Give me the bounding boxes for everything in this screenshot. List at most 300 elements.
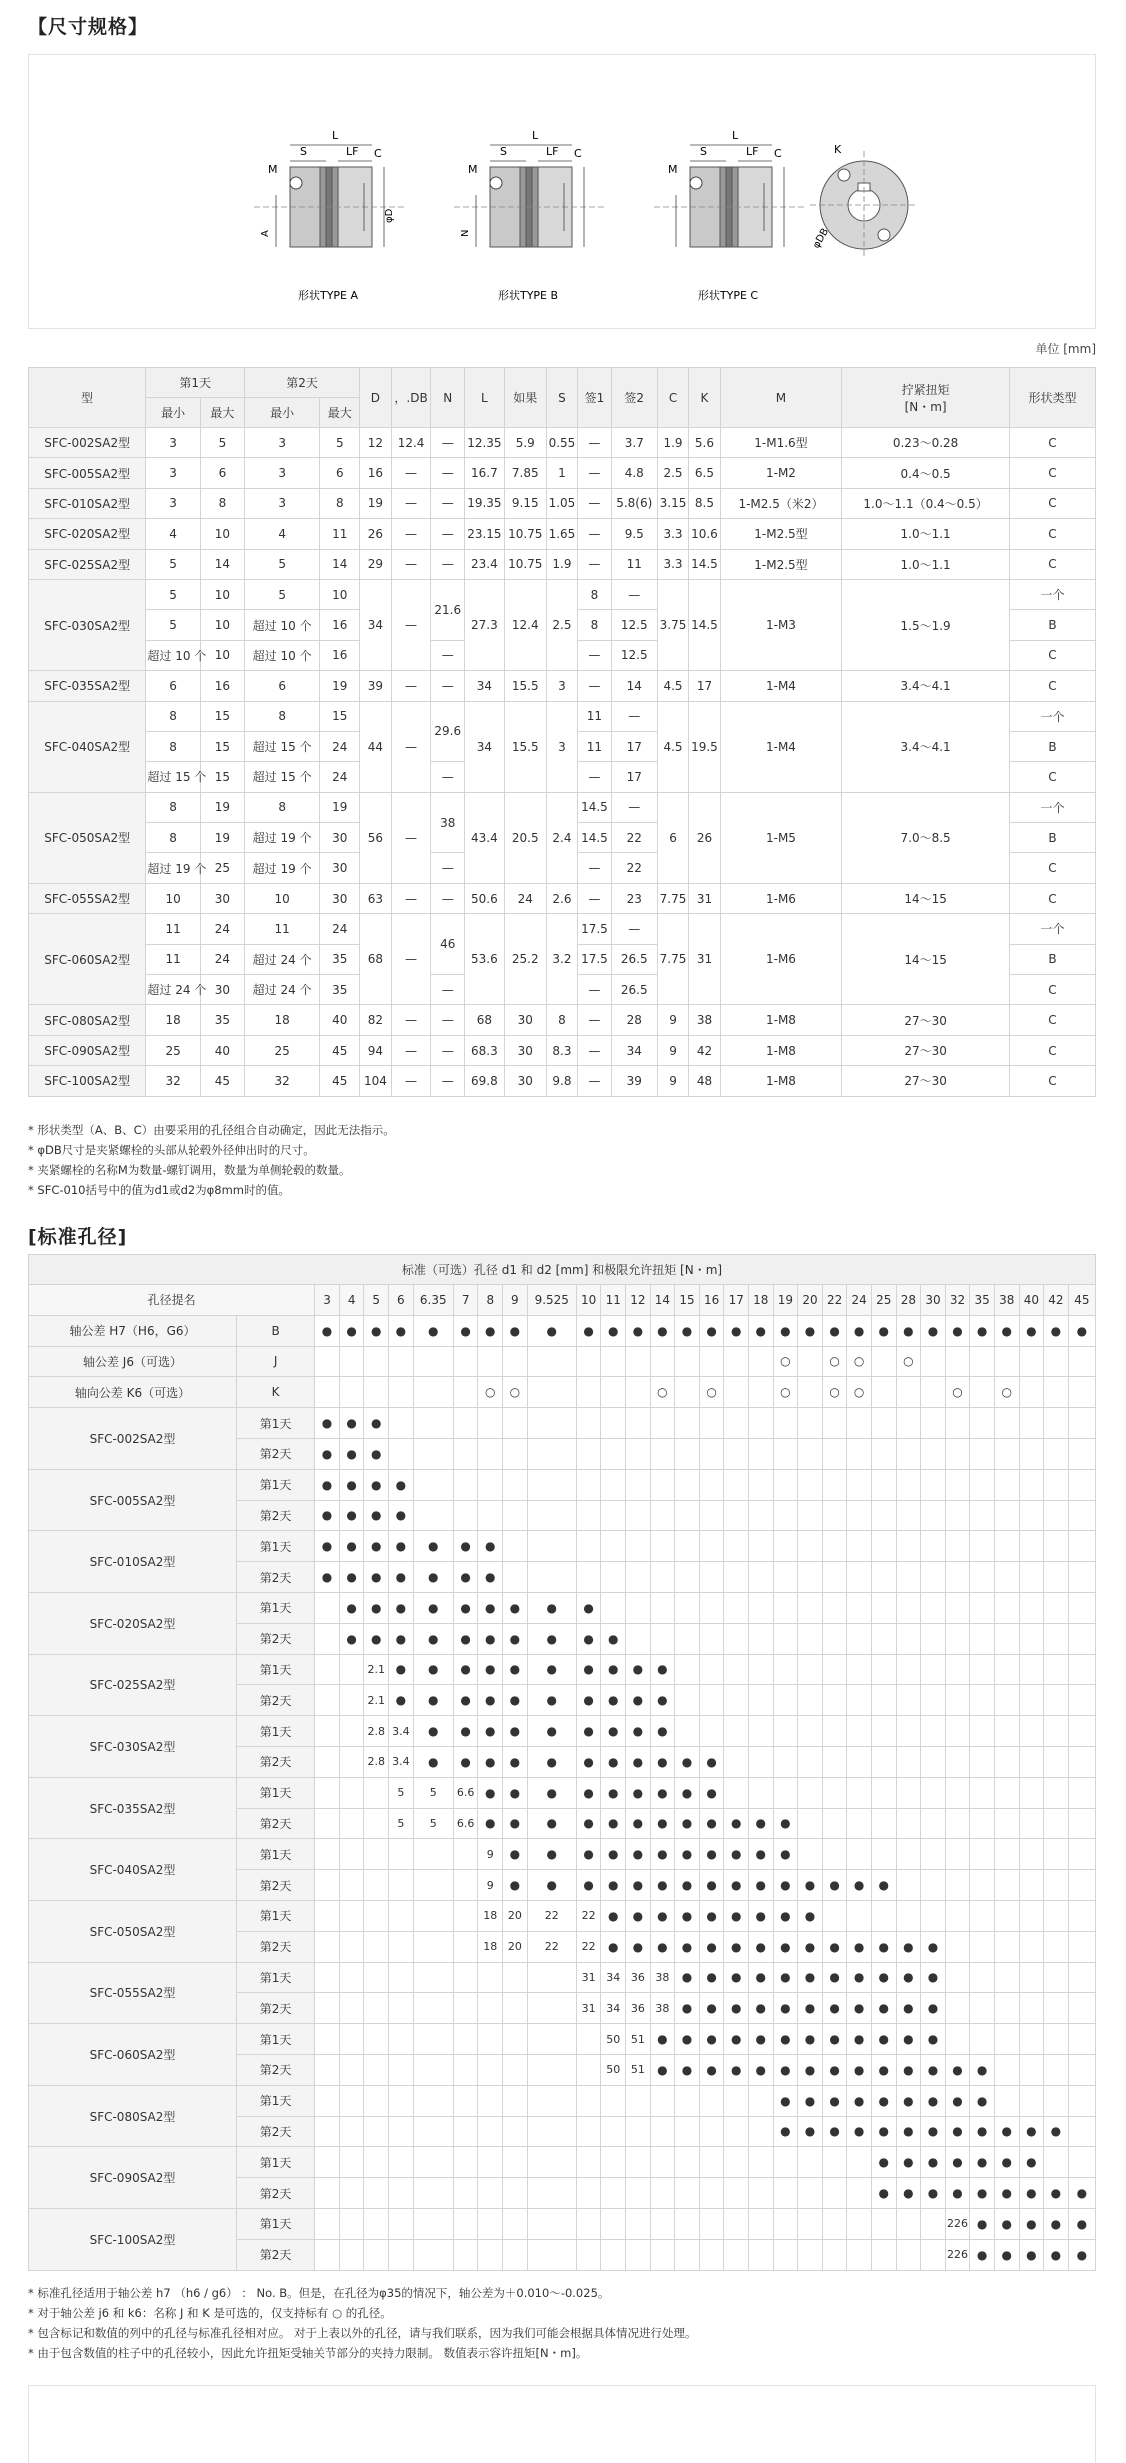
bore-mark bbox=[503, 1469, 528, 1500]
dim-cell-torque: 7.0～8.5 bbox=[842, 792, 1010, 883]
shape-cell: C bbox=[1009, 883, 1095, 913]
dim-cell-N: — bbox=[431, 671, 465, 701]
bore-range-cell: 24 bbox=[200, 914, 244, 944]
dim-cell-N: 46 bbox=[431, 914, 465, 975]
bore-mark bbox=[773, 1562, 798, 1593]
bore-mark bbox=[339, 1654, 364, 1685]
bore-side-label: 第2天 bbox=[236, 1808, 314, 1839]
dim-label-DB: φDB bbox=[811, 226, 832, 251]
shape-cell: 一个 bbox=[1009, 701, 1095, 731]
bore-mark bbox=[1019, 1962, 1044, 1993]
bore-mark bbox=[970, 1962, 995, 1993]
bore-mark: ● bbox=[921, 1993, 946, 2024]
bore-mark: 38 bbox=[650, 1962, 675, 1993]
bore-mark bbox=[749, 2085, 774, 2116]
bore-mark: ● bbox=[478, 1623, 503, 1654]
bore-mark: ● bbox=[626, 1685, 651, 1716]
dim-cell-A1: 17.5 bbox=[578, 944, 612, 974]
spec-row bbox=[29, 488, 1096, 518]
bore-mark bbox=[724, 1531, 749, 1562]
bore-mark bbox=[945, 1592, 970, 1623]
bore-mark: ● bbox=[822, 2085, 847, 2116]
bore-range-cell: 6 bbox=[244, 671, 319, 701]
bore-mark bbox=[1068, 1808, 1095, 1839]
bore-mark: 34 bbox=[601, 1993, 626, 2024]
bore-mark bbox=[871, 1716, 896, 1747]
bore-mark: ● bbox=[871, 1993, 896, 2024]
tolerance-mark bbox=[798, 1377, 823, 1408]
bore-mark bbox=[389, 2178, 414, 2209]
bore-mark bbox=[339, 1716, 364, 1747]
bore-mark: 9 bbox=[478, 1870, 503, 1901]
bore-mark bbox=[527, 1962, 576, 1993]
dim-label-LF: LF bbox=[346, 145, 359, 158]
bore-mark bbox=[945, 1685, 970, 1716]
tolerance-mark bbox=[527, 1377, 576, 1408]
bore-range-cell: 30 bbox=[320, 823, 360, 853]
bore-mark bbox=[773, 1592, 798, 1623]
bore-mark bbox=[847, 1777, 872, 1808]
bore-mark bbox=[364, 2024, 389, 2055]
dim-cell-K: 8.5 bbox=[689, 488, 720, 518]
bore-mark bbox=[699, 2178, 724, 2209]
bore-mark bbox=[896, 1716, 921, 1747]
bore-mark bbox=[1019, 1438, 1044, 1469]
bore-mark bbox=[364, 1931, 389, 1962]
dim-cell-LL: 7.85 bbox=[504, 458, 546, 488]
tolerance-mark: ● bbox=[773, 1315, 798, 1346]
bore-mark bbox=[994, 1408, 1019, 1439]
bore-mark bbox=[724, 1469, 749, 1500]
dim-cell-DB: — bbox=[391, 549, 431, 579]
bore-mark bbox=[1068, 1592, 1095, 1623]
bore-mark bbox=[527, 1408, 576, 1439]
bore-mark: ● bbox=[364, 1562, 389, 1593]
bore-mark bbox=[724, 2208, 749, 2239]
bore-side-label: 第1天 bbox=[236, 2147, 314, 2178]
bore-mark: ● bbox=[724, 1993, 749, 2024]
bore-mark: ● bbox=[798, 1993, 823, 2024]
bore-mark bbox=[970, 1777, 995, 1808]
bore-mark bbox=[749, 1777, 774, 1808]
bore-mark bbox=[871, 2208, 896, 2239]
bore-mark bbox=[970, 1746, 995, 1777]
bore-mark bbox=[945, 1777, 970, 1808]
bore-mark bbox=[576, 2208, 601, 2239]
bore-mark: 36 bbox=[626, 1962, 651, 1993]
bore-mark bbox=[527, 2116, 576, 2147]
bore-mark bbox=[749, 2239, 774, 2270]
bore-mark bbox=[724, 1746, 749, 1777]
bore-mark: ● bbox=[389, 1562, 414, 1593]
bore-mark bbox=[798, 1469, 823, 1500]
bore-mark bbox=[871, 1562, 896, 1593]
bore-range-cell: 3 bbox=[146, 428, 201, 458]
bore-model-row bbox=[29, 1900, 1096, 1931]
spec-row bbox=[29, 458, 1096, 488]
bore-range-cell: 6 bbox=[146, 671, 201, 701]
bore-mark: ● bbox=[364, 1500, 389, 1531]
bore-mark bbox=[1044, 1777, 1069, 1808]
shape-cell: C bbox=[1009, 975, 1095, 1005]
bore-mark bbox=[847, 1500, 872, 1531]
dim-cell-M: 1-M3 bbox=[720, 579, 842, 670]
bore-mark bbox=[453, 1500, 478, 1531]
dim-label-S: S bbox=[500, 145, 507, 158]
bore-mark bbox=[724, 1685, 749, 1716]
dim-cell-K: 31 bbox=[689, 883, 720, 913]
bore-mark bbox=[1068, 1623, 1095, 1654]
bore-mark bbox=[896, 1808, 921, 1839]
bore-mark: ● bbox=[650, 2054, 675, 2085]
shape-cell: B bbox=[1009, 610, 1095, 640]
dim-cell-A2: 17 bbox=[611, 731, 657, 761]
bore-mark: 34 bbox=[601, 1962, 626, 1993]
bore-mark bbox=[626, 1469, 651, 1500]
dim-cell-DB: — bbox=[391, 1005, 431, 1035]
bore-mark bbox=[896, 1746, 921, 1777]
col-header-N: N bbox=[431, 368, 465, 428]
tolerance-mark: ● bbox=[364, 1315, 389, 1346]
dim-label-L: L bbox=[732, 129, 739, 142]
bore-mark: 22 bbox=[576, 1900, 601, 1931]
bore-mark bbox=[1044, 1408, 1069, 1439]
bore-mark: 50 bbox=[601, 2054, 626, 2085]
bore-mark bbox=[503, 2239, 528, 2270]
bore-mark: ● bbox=[601, 1654, 626, 1685]
bore-mark bbox=[994, 1531, 1019, 1562]
bore-mark bbox=[798, 1777, 823, 1808]
bore-side-label: 第2天 bbox=[236, 1438, 314, 1469]
bore-mark bbox=[626, 1623, 651, 1654]
bore-mark bbox=[675, 1469, 700, 1500]
bore-mark: ● bbox=[478, 1685, 503, 1716]
bore-mark bbox=[970, 2024, 995, 2055]
tolerance-mark bbox=[871, 1346, 896, 1377]
model-cell: SFC-002SA2型 bbox=[29, 428, 146, 458]
bore-mark bbox=[527, 2147, 576, 2178]
bore-mark bbox=[970, 1408, 995, 1439]
bore-mark bbox=[1019, 1993, 1044, 2024]
bore-mark: ● bbox=[527, 1870, 576, 1901]
bore-mark bbox=[389, 1839, 414, 1870]
bore-model-name: SFC-040SA2型 bbox=[29, 1839, 237, 1901]
bore-size-header: 38 bbox=[994, 1285, 1019, 1316]
tolerance-mark bbox=[413, 1377, 453, 1408]
dim-cell-DB: — bbox=[391, 1066, 431, 1096]
bore-mark bbox=[364, 1993, 389, 2024]
tolerance-mark bbox=[364, 1346, 389, 1377]
dim-cell-D: 94 bbox=[360, 1035, 391, 1065]
tolerance-mark: ○ bbox=[945, 1377, 970, 1408]
bore-mark bbox=[413, 1900, 453, 1931]
bore-side-label: 第2天 bbox=[236, 1562, 314, 1593]
bore-mark bbox=[576, 1562, 601, 1593]
coupling-drawings bbox=[29, 55, 1095, 328]
tolerance-mark: ● bbox=[921, 1315, 946, 1346]
bore-mark bbox=[601, 1592, 626, 1623]
bore-mark: ● bbox=[601, 1870, 626, 1901]
bore-mark bbox=[749, 1623, 774, 1654]
bore-model-name: SFC-100SA2型 bbox=[29, 2208, 237, 2270]
bore-mark bbox=[994, 2024, 1019, 2055]
bore-range-cell: 3 bbox=[244, 428, 319, 458]
dim-cell-M: 1-M2.5（米2） bbox=[720, 488, 842, 518]
tolerance-mark bbox=[478, 1346, 503, 1377]
bore-side-label: 第1天 bbox=[236, 1716, 314, 1747]
bore-mark bbox=[1019, 1654, 1044, 1685]
spec-row bbox=[29, 1005, 1096, 1035]
tolerance-row bbox=[29, 1377, 1096, 1408]
tolerance-mark bbox=[601, 1377, 626, 1408]
bore-mark: ● bbox=[773, 1839, 798, 1870]
tolerance-mark: ● bbox=[315, 1315, 340, 1346]
model-cell: SFC-030SA2型 bbox=[29, 579, 146, 670]
figure-caption-type-c: 形状TYPE C bbox=[697, 289, 759, 302]
dim-label-C: C bbox=[374, 147, 382, 160]
dim-cell-N: — bbox=[431, 975, 465, 1005]
bore-mark bbox=[970, 1562, 995, 1593]
bore-mark: 5 bbox=[413, 1777, 453, 1808]
bore-mark bbox=[749, 2116, 774, 2147]
bore-mark bbox=[773, 1623, 798, 1654]
bore-mark bbox=[945, 1870, 970, 1901]
dim-cell-A1: — bbox=[578, 488, 612, 518]
col-header-A2: 签2 bbox=[611, 368, 657, 428]
bore-size-header: 9.525 bbox=[527, 1285, 576, 1316]
bore-size-header: 24 bbox=[847, 1285, 872, 1316]
model-cell: SFC-090SA2型 bbox=[29, 1035, 146, 1065]
bore-mark: ● bbox=[650, 2024, 675, 2055]
bore-mark bbox=[389, 1408, 414, 1439]
bore-mark bbox=[699, 2085, 724, 2116]
bore-mark bbox=[1019, 2024, 1044, 2055]
bore-model-name: SFC-030SA2型 bbox=[29, 1716, 237, 1778]
bore-mark bbox=[1019, 1562, 1044, 1593]
bore-mark bbox=[626, 1408, 651, 1439]
bore-size-header: 9 bbox=[503, 1285, 528, 1316]
shape-cell: C bbox=[1009, 519, 1095, 549]
bore-mark bbox=[699, 1654, 724, 1685]
bore-mark: ● bbox=[389, 1685, 414, 1716]
bore-mark bbox=[576, 2239, 601, 2270]
bore-mark bbox=[773, 1500, 798, 1531]
dim-cell-LL: 20.5 bbox=[504, 792, 546, 883]
dim-cell-A2: 12.5 bbox=[611, 640, 657, 670]
spec-row bbox=[29, 671, 1096, 701]
bore-mark: ● bbox=[773, 1931, 798, 1962]
bore-mark: ● bbox=[896, 1962, 921, 1993]
bore-mark bbox=[798, 2147, 823, 2178]
col-header-L: L bbox=[464, 368, 504, 428]
bore-mark bbox=[675, 1408, 700, 1439]
bore-mark: ● bbox=[847, 1962, 872, 1993]
bore-mark bbox=[822, 1900, 847, 1931]
bore-mark bbox=[896, 2208, 921, 2239]
bore-mark: 51 bbox=[626, 2024, 651, 2055]
bore-mark bbox=[970, 1716, 995, 1747]
bore-mark bbox=[601, 1562, 626, 1593]
bore-mark bbox=[364, 2116, 389, 2147]
bore-mark bbox=[413, 2147, 453, 2178]
bore-mark bbox=[945, 1839, 970, 1870]
bore-mark bbox=[339, 1870, 364, 1901]
bore-mark bbox=[699, 1408, 724, 1439]
bore-mark: 50 bbox=[601, 2024, 626, 2055]
bore-mark bbox=[994, 2085, 1019, 2116]
col-header-side2-max: 最大 bbox=[320, 398, 360, 428]
bore-mark: ● bbox=[413, 1685, 453, 1716]
bore-mark bbox=[896, 1562, 921, 1593]
bore-mark bbox=[389, 2024, 414, 2055]
bore-mark bbox=[527, 2178, 576, 2209]
bore-mark bbox=[503, 1531, 528, 1562]
bore-mark bbox=[994, 1900, 1019, 1931]
bore-mark bbox=[1068, 1962, 1095, 1993]
dim-cell-torque: 14～15 bbox=[842, 883, 1010, 913]
bore-mark bbox=[871, 1623, 896, 1654]
dim-cell-N: 38 bbox=[431, 792, 465, 853]
bore-mark bbox=[413, 1408, 453, 1439]
bore-mark: ● bbox=[896, 2024, 921, 2055]
bore-mark bbox=[339, 1839, 364, 1870]
bore-mark bbox=[339, 1808, 364, 1839]
bore-mark: ● bbox=[970, 2239, 995, 2270]
bore-mark bbox=[798, 1500, 823, 1531]
bore-mark bbox=[847, 2147, 872, 2178]
bore-mark: ● bbox=[389, 1623, 414, 1654]
tolerance-mark: ● bbox=[970, 1315, 995, 1346]
bore-mark: ● bbox=[503, 1839, 528, 1870]
bore-mark: ● bbox=[453, 1716, 478, 1747]
bore-mark bbox=[576, 2024, 601, 2055]
bore-mark: ● bbox=[773, 1808, 798, 1839]
bore-range-cell: 14 bbox=[320, 549, 360, 579]
bore-range-cell: 10 bbox=[200, 519, 244, 549]
dim-cell-C: 4.5 bbox=[657, 671, 688, 701]
dim-cell-torque: 1.0～1.1（0.4～0.5） bbox=[842, 488, 1010, 518]
bore-mark: ● bbox=[896, 2178, 921, 2209]
bore-mark bbox=[675, 1623, 700, 1654]
bore-mark bbox=[773, 2239, 798, 2270]
bore-mark: ● bbox=[970, 2147, 995, 2178]
bore-mark bbox=[699, 1531, 724, 1562]
bore-range-cell: 18 bbox=[244, 1005, 319, 1035]
bore-mark: 51 bbox=[626, 2054, 651, 2085]
bore-mark bbox=[1019, 1931, 1044, 1962]
bore-mark bbox=[364, 2054, 389, 2085]
bore-mark bbox=[1044, 1993, 1069, 2024]
bore-range-cell: 35 bbox=[320, 944, 360, 974]
dim-cell-K: 6.5 bbox=[689, 458, 720, 488]
dim-cell-torque: 0.4～0.5 bbox=[842, 458, 1010, 488]
dim-cell-S: 3 bbox=[546, 671, 577, 701]
bore-mark bbox=[847, 1654, 872, 1685]
bore-size-header: 6 bbox=[389, 1285, 414, 1316]
bore-mark bbox=[315, 1808, 340, 1839]
bore-mark bbox=[970, 1623, 995, 1654]
bore-mark bbox=[1068, 1469, 1095, 1500]
dim-cell-S: 3 bbox=[546, 701, 577, 792]
bore-mark bbox=[798, 1531, 823, 1562]
bore-mark bbox=[847, 1469, 872, 1500]
tolerance-mark: ● bbox=[503, 1315, 528, 1346]
bore-mark bbox=[453, 1900, 478, 1931]
bore-mark bbox=[315, 2147, 340, 2178]
bore-mark bbox=[749, 1654, 774, 1685]
bore-mark: ● bbox=[724, 1900, 749, 1931]
bore-mark: ● bbox=[364, 1408, 389, 1439]
tolerance-mark: ● bbox=[1068, 1315, 1095, 1346]
bore-range-cell: 10 bbox=[244, 883, 319, 913]
bore-mark bbox=[1068, 1685, 1095, 1716]
bore-mark: ● bbox=[315, 1438, 340, 1469]
dim-cell-A2: 26.5 bbox=[611, 975, 657, 1005]
bore-mark: ● bbox=[847, 2024, 872, 2055]
bore-range-cell: 16 bbox=[320, 640, 360, 670]
bore-mark bbox=[389, 1962, 414, 1993]
bore-mark: ● bbox=[413, 1716, 453, 1747]
bore-mark bbox=[478, 2085, 503, 2116]
bore-mark: ● bbox=[315, 1408, 340, 1439]
dim-cell-C: 1.9 bbox=[657, 428, 688, 458]
dim-cell-N: — bbox=[431, 1035, 465, 1065]
tolerance-mark bbox=[650, 1346, 675, 1377]
bore-mark bbox=[1044, 1531, 1069, 1562]
bore-range-cell: 35 bbox=[320, 975, 360, 1005]
bore-mark: ● bbox=[847, 2085, 872, 2116]
bore-mark bbox=[699, 2147, 724, 2178]
bore-mark: ● bbox=[503, 1623, 528, 1654]
bore-range-cell: 10 bbox=[200, 640, 244, 670]
model-cell: SFC-040SA2型 bbox=[29, 701, 146, 792]
bore-mark bbox=[675, 1592, 700, 1623]
bore-side-label: 第2天 bbox=[236, 1500, 314, 1531]
bore-mark bbox=[339, 2024, 364, 2055]
dim-cell-A1: — bbox=[578, 1066, 612, 1096]
note-line: * 夹紧螺栓的名称M为数量-螺钉调用，数量为单侧轮毂的数量。 bbox=[28, 1163, 351, 1177]
dim-cell-N: 29.6 bbox=[431, 701, 465, 762]
bore-range-cell: 6 bbox=[200, 458, 244, 488]
bore-mark bbox=[413, 1931, 453, 1962]
bore-mark bbox=[822, 2239, 847, 2270]
bore-mark bbox=[994, 1777, 1019, 1808]
bore-mark: ● bbox=[413, 1746, 453, 1777]
bore-mark bbox=[339, 2054, 364, 2085]
bore-mark: ● bbox=[724, 1870, 749, 1901]
bore-mark: ● bbox=[364, 1531, 389, 1562]
bore-size-header: 16 bbox=[699, 1285, 724, 1316]
bore-mark bbox=[847, 1408, 872, 1439]
col-header-S: S bbox=[546, 368, 577, 428]
dim-cell-M: 1-M8 bbox=[720, 1066, 842, 1096]
bore-mark: ● bbox=[699, 1962, 724, 1993]
tolerance-mark bbox=[970, 1377, 995, 1408]
bore-range-cell: 超过 15 个 bbox=[244, 762, 319, 792]
bore-mark: ● bbox=[773, 1870, 798, 1901]
tolerance-mark: ○ bbox=[847, 1377, 872, 1408]
bore-mark: ● bbox=[798, 2116, 823, 2147]
shape-cell: C bbox=[1009, 671, 1095, 701]
dim-cell-N: — bbox=[431, 1066, 465, 1096]
bore-mark bbox=[749, 1469, 774, 1500]
bore-mark: 3.4 bbox=[389, 1746, 414, 1777]
bore-mark bbox=[847, 1900, 872, 1931]
bore-mark: ● bbox=[798, 1900, 823, 1931]
dim-cell-DB: — bbox=[391, 701, 431, 792]
bore-mark bbox=[339, 1746, 364, 1777]
dim-cell-DB: — bbox=[391, 914, 431, 1005]
